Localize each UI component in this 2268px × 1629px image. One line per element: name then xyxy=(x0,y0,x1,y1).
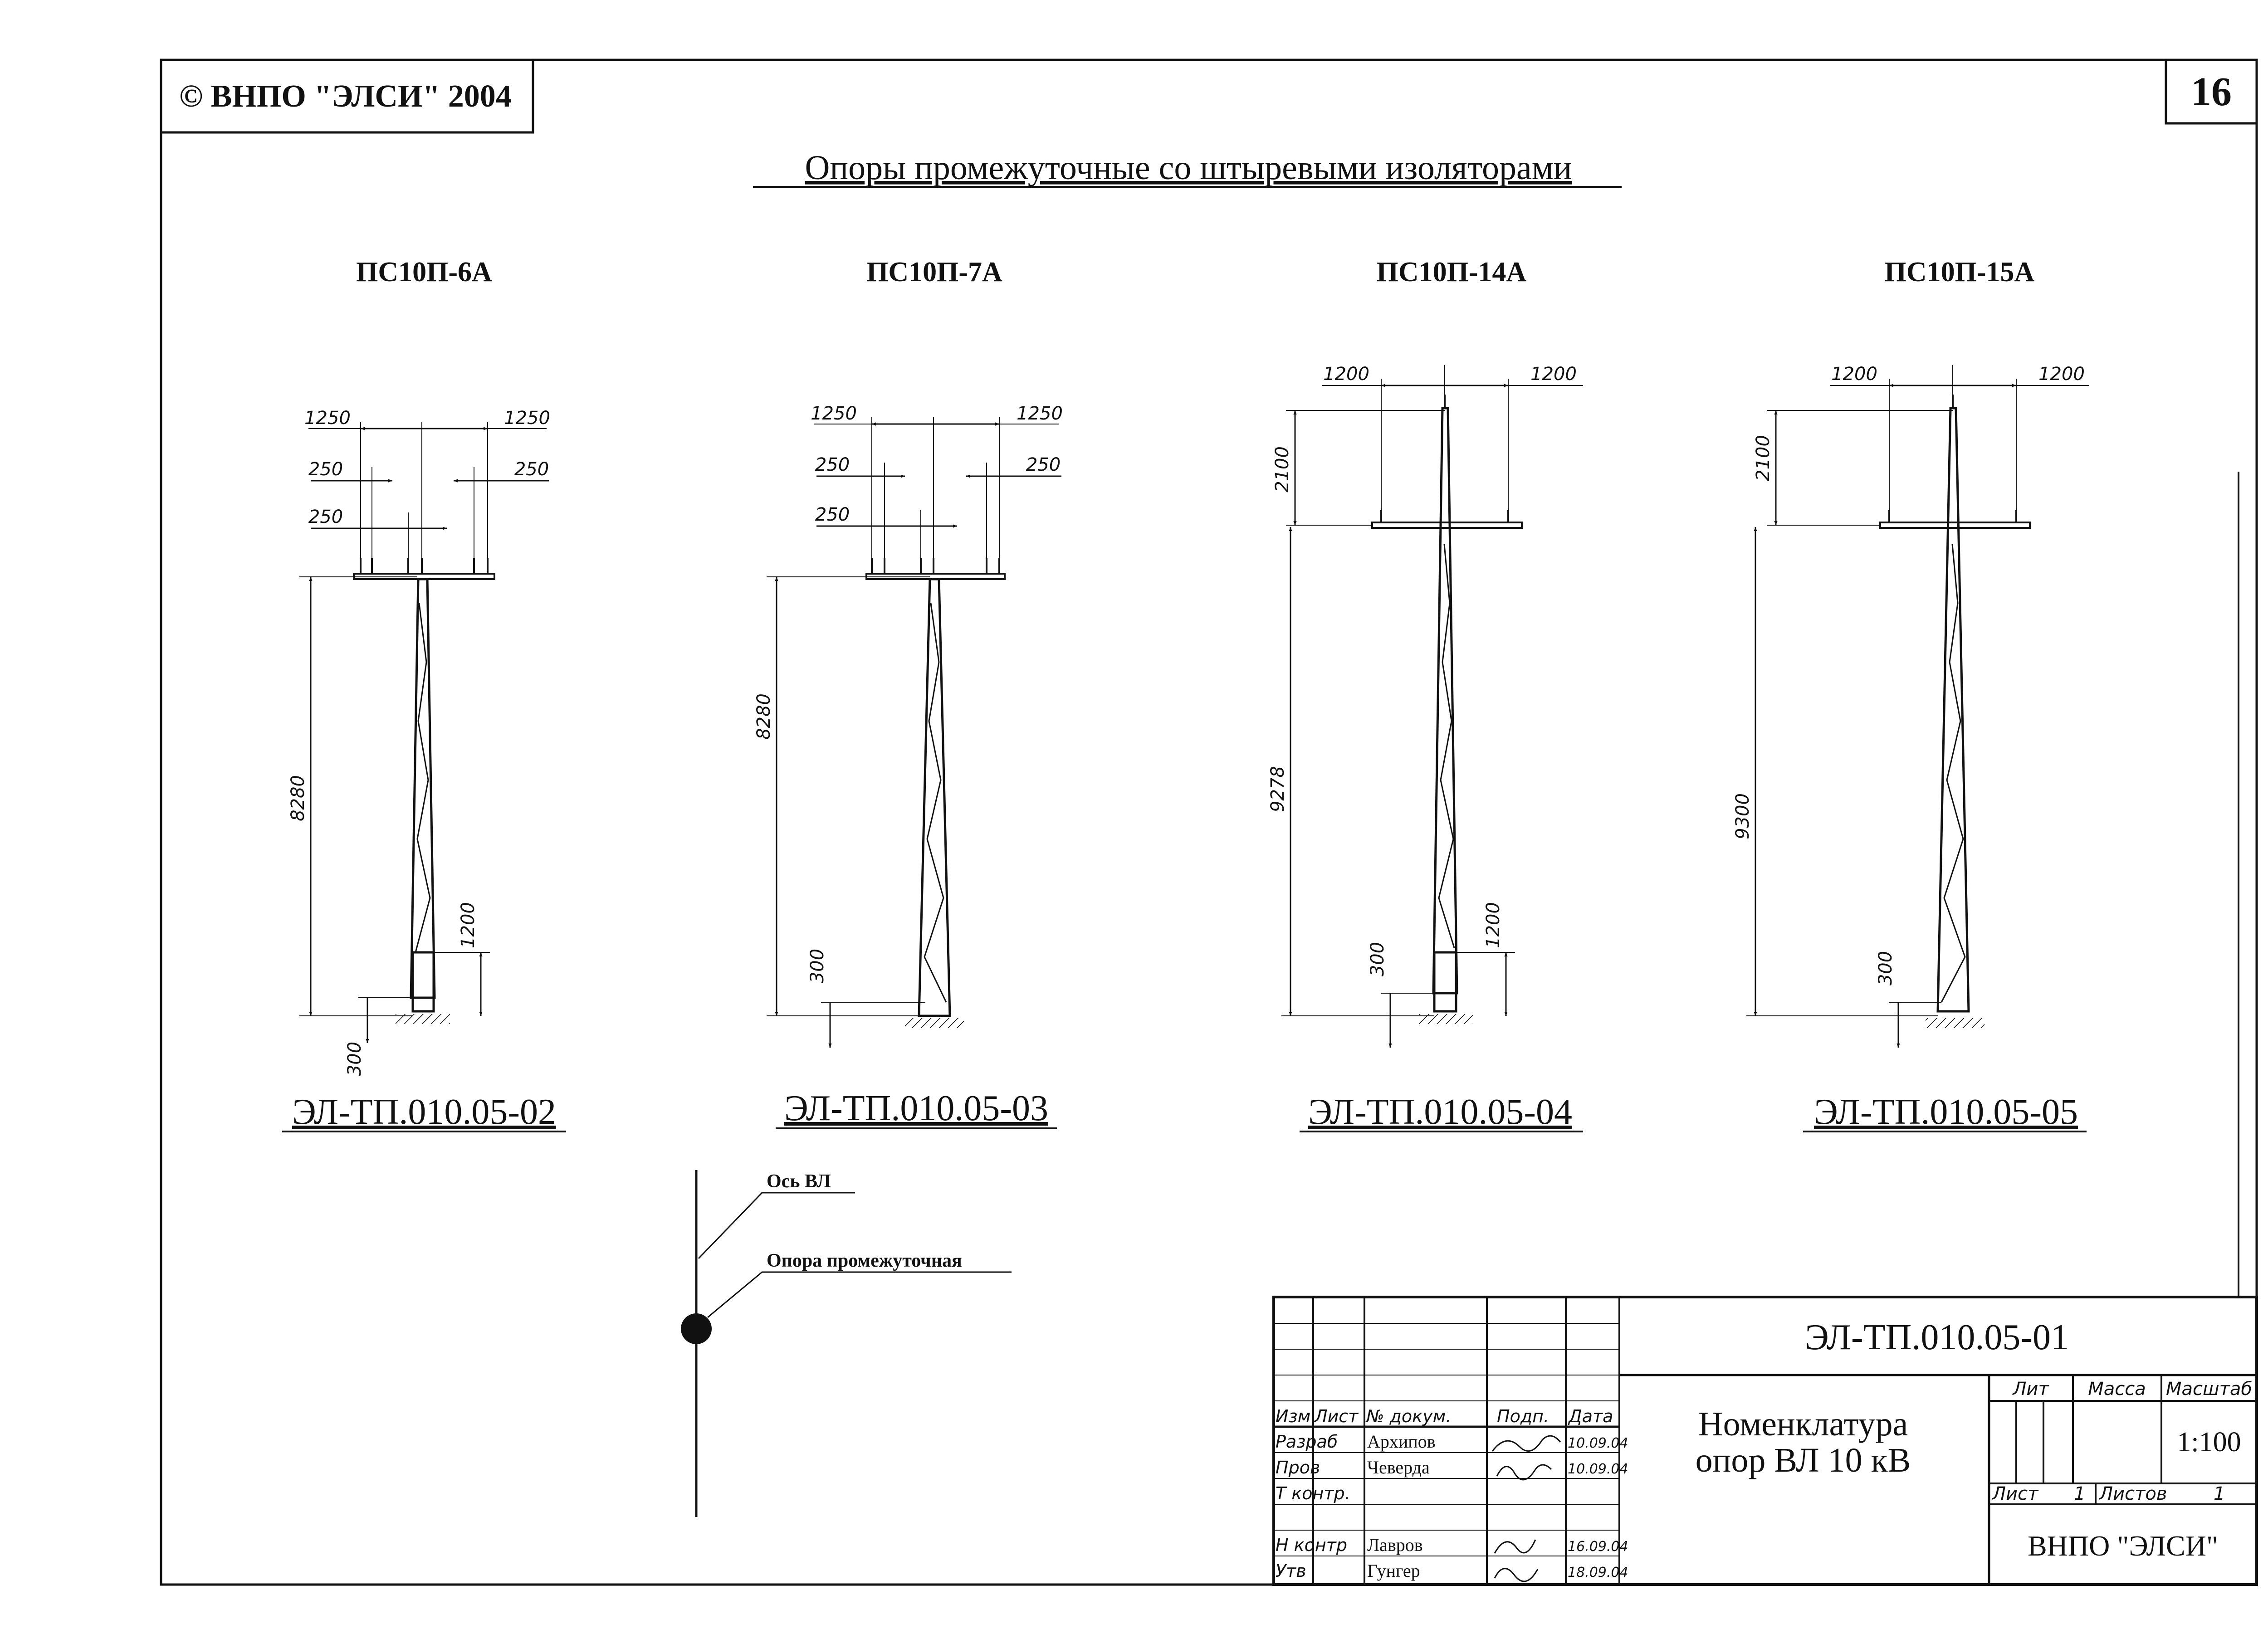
tb-sheet-label: Лист xyxy=(1992,1483,2038,1504)
legend-axis-leader xyxy=(699,1193,855,1258)
pole-1-ins-b-label: 250 xyxy=(514,459,549,480)
tb-sheets-value: 1 xyxy=(2214,1483,2225,1504)
pole-1-ins-c-label: 250 xyxy=(308,507,343,527)
tb-row-1-date: 10.09.04 xyxy=(1568,1435,1628,1451)
pole-2-ins-c-label: 250 xyxy=(815,504,850,525)
pole-4-name: ПС10П-15А xyxy=(1884,257,2035,288)
pole-3-shaft xyxy=(1433,408,1457,993)
pole-2-arm-left-label: 1250 xyxy=(811,403,857,424)
pole-4-height-label: 9300 xyxy=(1732,793,1753,839)
pole-4-code: ЭЛ-ТП.010.05-05 xyxy=(1814,1092,2078,1132)
tb-scale-label: Масштаб xyxy=(2165,1379,2253,1400)
pole-1-embed-label: 300 xyxy=(344,1041,365,1077)
legend-pole-symbol xyxy=(681,1313,712,1344)
tb-org: ВНПО "ЭЛСИ" xyxy=(2027,1530,2219,1562)
pole-3-insulators xyxy=(1381,395,1508,522)
tb-row-2-date: 10.09.04 xyxy=(1568,1461,1628,1477)
tb-name-line1: Номенклатура xyxy=(1698,1405,1908,1443)
pole-1-base-label: 1200 xyxy=(458,902,479,948)
tb-mass-label: Масса xyxy=(2088,1379,2146,1400)
tb-sheet-value: 1 xyxy=(2074,1483,2086,1504)
pole-3-name: ПС10П-14А xyxy=(1376,257,1527,288)
pole-1-base xyxy=(413,952,434,1011)
tb-row-1-role: Разраб xyxy=(1276,1432,1338,1452)
pole-3-embed-label: 300 xyxy=(1367,941,1388,977)
pole-2-arm-right-label: 1250 xyxy=(1017,403,1063,424)
tb-row-6-role: Утв xyxy=(1276,1561,1306,1581)
pole-4-top-label: 2100 xyxy=(1753,435,1774,481)
pole-1-arm-left-label: 1250 xyxy=(304,408,351,429)
tb-row-5-date: 16.09.04 xyxy=(1568,1539,1628,1555)
tb-row-2-role: Пров xyxy=(1276,1458,1320,1478)
pole-1 xyxy=(282,257,566,1132)
pole-4-arm-left-label: 1200 xyxy=(1831,364,1877,385)
tb-row-6-person: Гунгер xyxy=(1367,1561,1420,1581)
pole-4-arm-right-label: 1200 xyxy=(2038,364,2085,385)
tb-col-izm: Изм xyxy=(1276,1406,1311,1426)
pole-3-crossarm xyxy=(1372,522,1522,528)
page-number: 16 xyxy=(2191,69,2232,114)
pole-2-code: ЭЛ-ТП.010.05-03 xyxy=(784,1088,1048,1128)
pole-2-name: ПС10П-7А xyxy=(866,257,1002,288)
tb-row-2-person: Чеверда xyxy=(1367,1457,1430,1478)
pole-1-ins-a-label: 250 xyxy=(308,459,343,480)
legend-axis-label: Ось ВЛ xyxy=(767,1171,831,1192)
pole-2 xyxy=(753,257,1063,1128)
pole-4-ground xyxy=(1926,1018,1984,1028)
legend xyxy=(681,1170,1012,1517)
pole-1-code: ЭЛ-ТП.010.05-02 xyxy=(292,1092,556,1132)
pole-2-ins-b-label: 250 xyxy=(1026,454,1061,475)
tb-signatures xyxy=(1492,1436,1560,1581)
pole-1-insulators xyxy=(361,558,488,574)
pole-3-arm-left-label: 1200 xyxy=(1323,364,1369,385)
pole-3 xyxy=(1267,257,1583,1132)
pole-4-shaft xyxy=(1938,408,1969,1011)
pole-1-arm-right-label: 1250 xyxy=(504,408,550,429)
tb-scale-value: 1:100 xyxy=(2177,1427,2241,1458)
tb-doc-code: ЭЛ-ТП.010.05-01 xyxy=(1805,1317,2069,1357)
tb-col-date: Дата xyxy=(1569,1406,1613,1426)
pole-1-height-label: 8280 xyxy=(288,775,308,821)
legend-pole-label: Опора промежуточная xyxy=(767,1250,962,1271)
tb-col-list: Лист xyxy=(1315,1406,1359,1426)
copyright-text: © ВНПО "ЭЛСИ" 2004 xyxy=(179,79,512,114)
pole-2-height-label: 8280 xyxy=(753,693,774,740)
pole-3-height-label: 9278 xyxy=(1267,766,1288,812)
pole-3-base-label: 1200 xyxy=(1483,902,1504,948)
pole-1-shaft xyxy=(411,579,435,998)
pole-2-shaft xyxy=(919,579,950,1016)
tb-lit-label: Лит xyxy=(2013,1379,2049,1400)
title-block xyxy=(1274,472,2257,1585)
pole-3-code: ЭЛ-ТП.010.05-04 xyxy=(1308,1092,1572,1132)
tb-row-5-role: Н контр xyxy=(1276,1535,1347,1555)
pole-2-embed-label: 300 xyxy=(807,948,828,984)
page-title: Опоры промежуточные со штыревыми изоляторами xyxy=(805,149,1572,187)
pole-3-base xyxy=(1434,952,1456,1011)
tb-sheets-label: Листов xyxy=(2099,1483,2167,1504)
pole-4-lattice xyxy=(1941,544,1965,1002)
pole-2-insulators xyxy=(872,558,999,574)
pole-4-embed-label: 300 xyxy=(1875,951,1896,986)
legend-pole-leader xyxy=(708,1272,1012,1317)
pole-2-ground xyxy=(905,1018,964,1028)
pole-3-arm-right-label: 1200 xyxy=(1530,364,1577,385)
tb-row-6-date: 18.09.04 xyxy=(1568,1565,1628,1580)
tb-col-doc: № докум. xyxy=(1366,1406,1452,1426)
pole-4-crossarm xyxy=(1880,522,2030,528)
pole-3-top-label: 2100 xyxy=(1272,446,1293,493)
copyright-box xyxy=(161,60,533,132)
tb-row-3-role: Т контр. xyxy=(1276,1483,1350,1503)
pole-2-ins-a-label: 250 xyxy=(815,454,850,475)
tb-col-sign: Подп. xyxy=(1497,1406,1549,1426)
pole-1-name: ПС10П-6А xyxy=(356,257,492,288)
pole-4 xyxy=(1732,257,2089,1132)
tb-row-5-person: Лавров xyxy=(1367,1535,1423,1555)
tb-row-1-person: Архипов xyxy=(1367,1431,1436,1452)
tb-name-line2: опор ВЛ 10 кВ xyxy=(1695,1441,1911,1479)
page-number-box xyxy=(2166,60,2257,123)
pole-4-insulators xyxy=(1889,395,2016,522)
